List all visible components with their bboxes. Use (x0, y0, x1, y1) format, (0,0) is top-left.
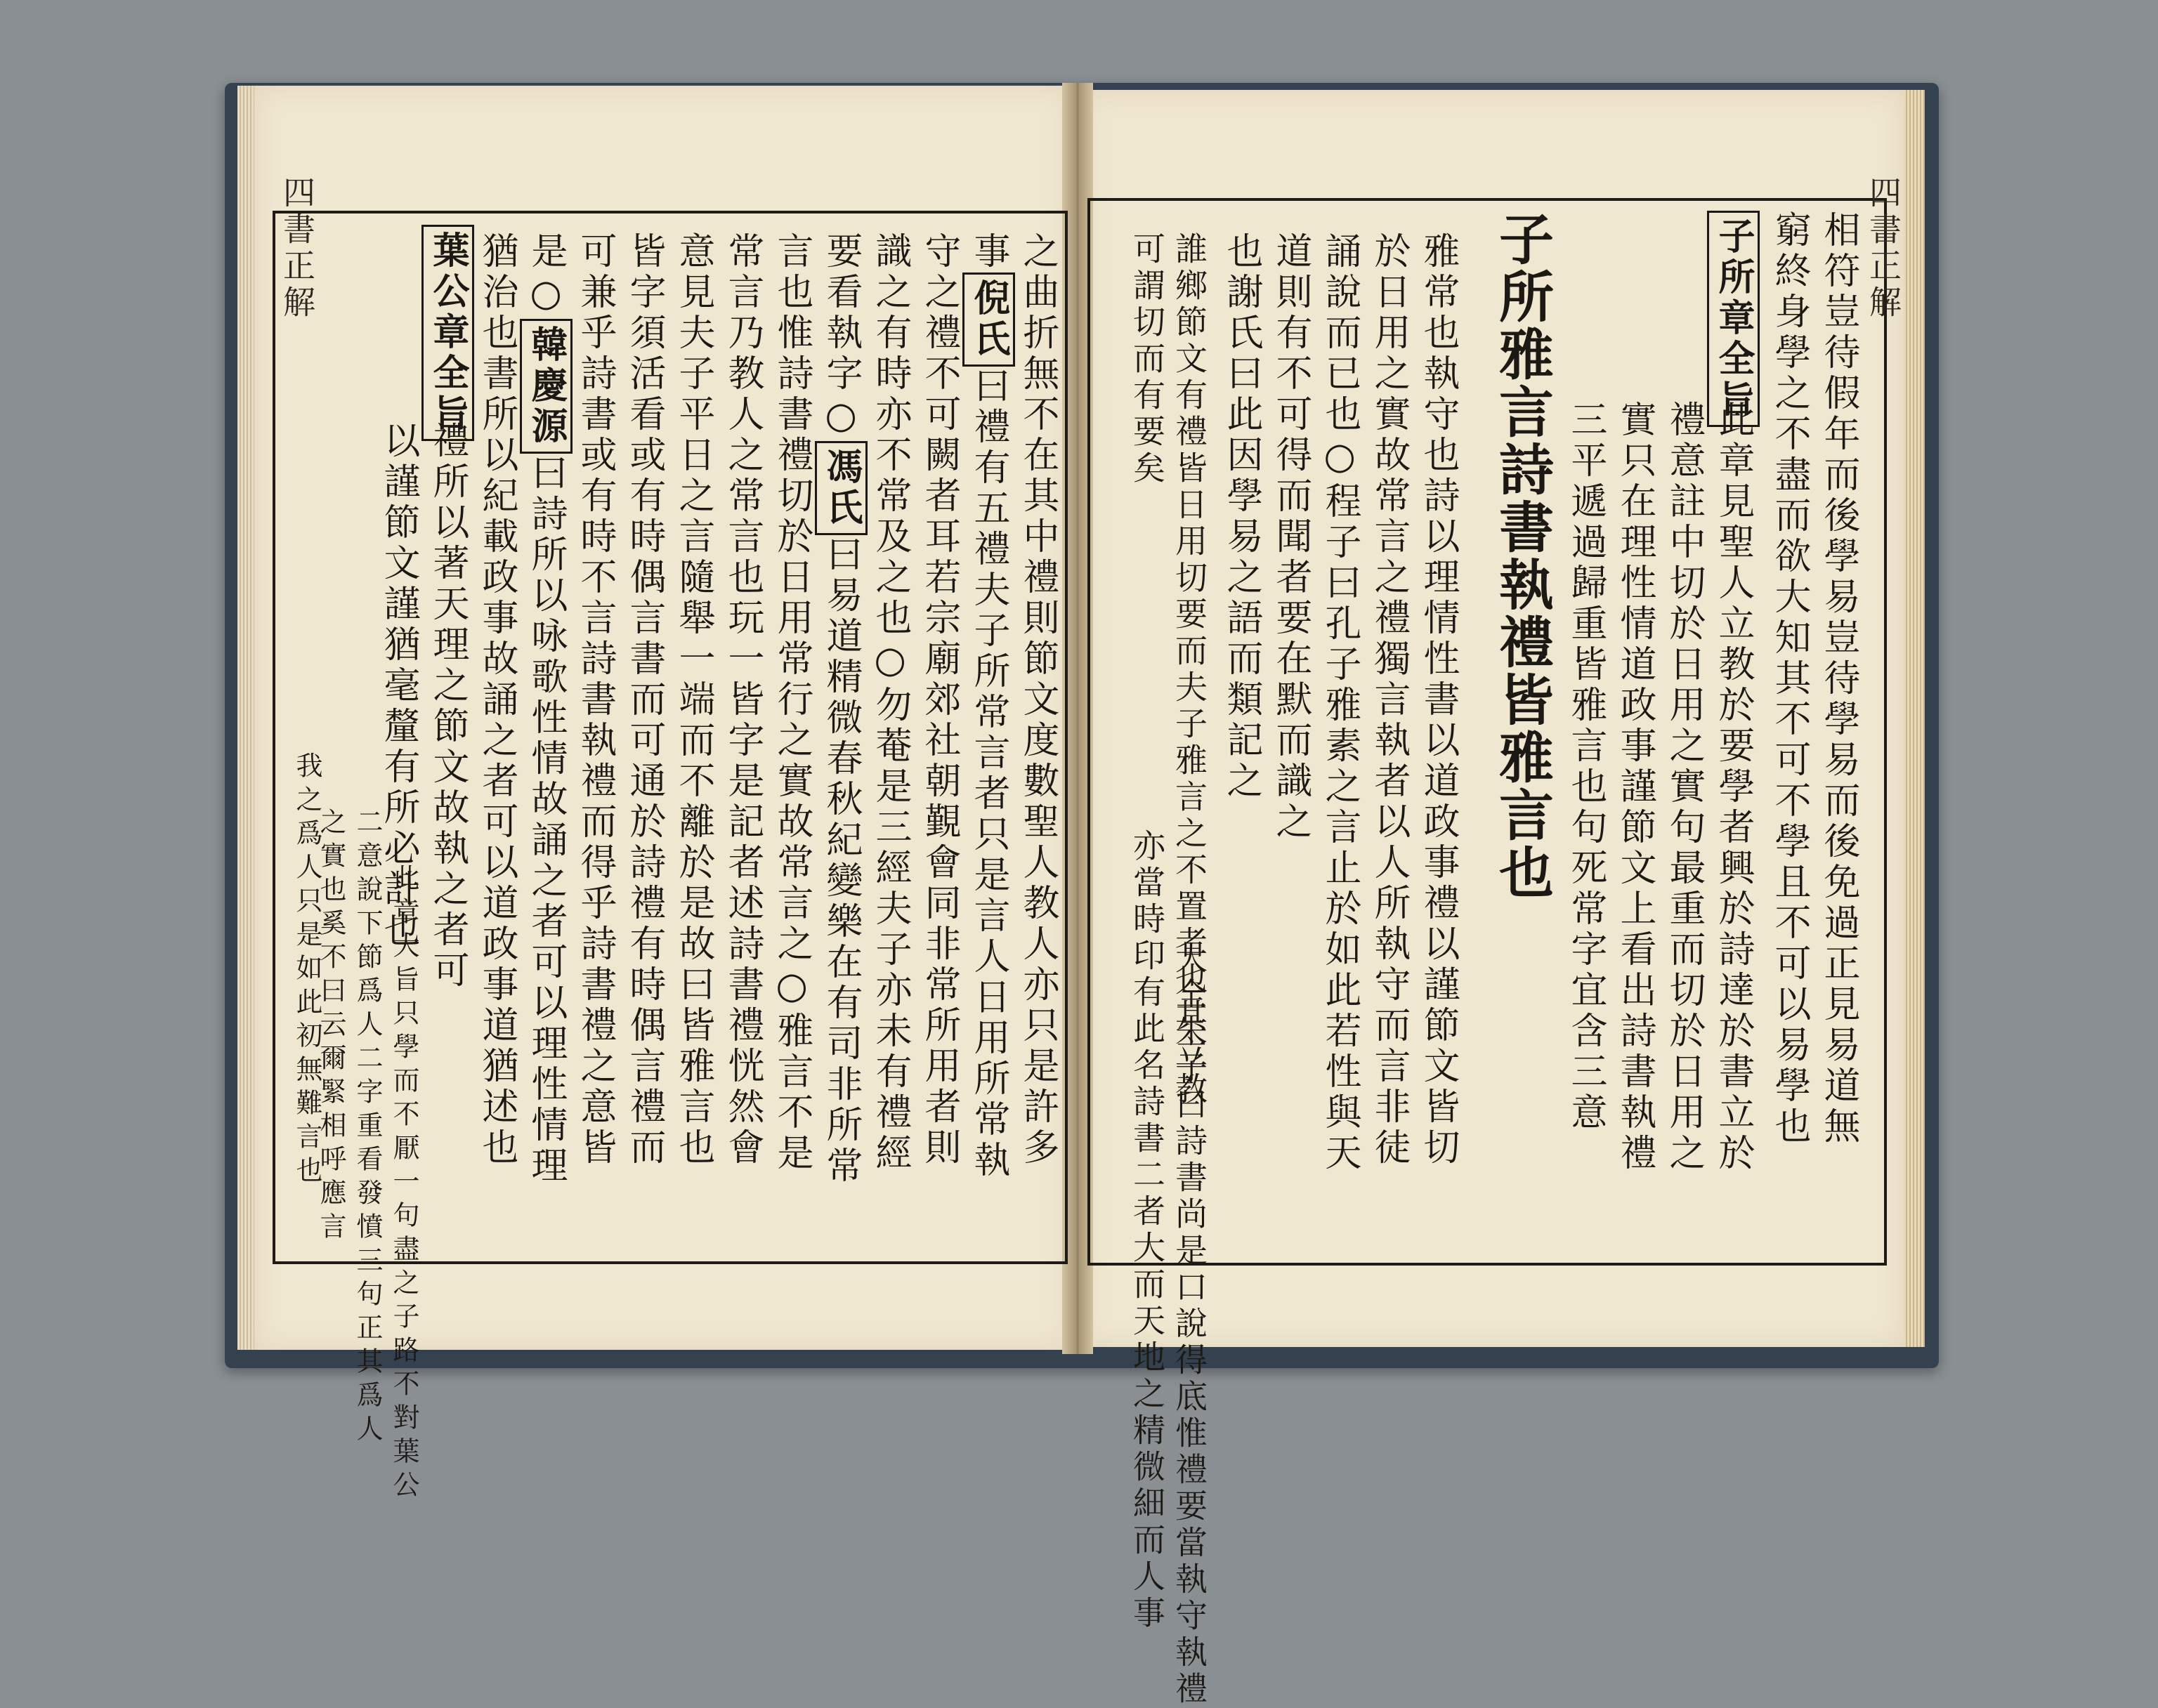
left-col-5-start: 要看執字○ (820, 232, 862, 441)
right-col-5: 實只在理性情道政事謹節文上看出詩書執禮 (1614, 400, 1656, 1174)
left-margin-header: 四書正解 (278, 176, 316, 322)
right-col-7: 雅常也執守也詩以理情性書以道政事禮以謹節文皆切 (1417, 232, 1459, 1169)
left-col-13: 禮所以著天理之節文故執之者可 (426, 421, 469, 992)
left-col-11 (520, 232, 573, 1187)
left-col-9: 皆字須活看或有時偶言書而可通於詩禮有時偶言禮而 (623, 232, 665, 1169)
left-col-2 (962, 232, 1015, 1181)
left-col-3: 守之禮不可闕者耳若宗廟郊社朝覲會同非常所用者則 (918, 232, 960, 1169)
right-col-14: 大全朱子曰詩書尚是口說得底惟禮要當執守執禮 (1170, 941, 1208, 1708)
left-col-1: 之曲折無不在其中禮則節文度數聖人教人亦只是許多 (1016, 232, 1059, 1169)
left-col-5 (815, 232, 868, 1187)
left-col-15: 此章大旨只學而不厭一句盡之子路不對葉公 (388, 864, 419, 1504)
left-col-18: 我之爲人只是如此初無難言也 (292, 751, 322, 1190)
chapter-tag-label: 子所章全旨 (1707, 211, 1760, 427)
left-col-10: 可兼乎詩書或有時不言詩書執禮而得乎詩書禮之意皆 (574, 232, 616, 1169)
right-col-6: 三平遞過歸重皆雅言也句死常字宜含三意 (1564, 400, 1607, 1134)
right-col-11: 也謝氏曰此因學易之語而類記之 (1220, 232, 1262, 802)
left-col-7: 常言乃教人之常言也玩一皆字是記者述詩書禮恍然會 (721, 232, 764, 1169)
left-col-11-tag: 韓慶源 (520, 319, 573, 454)
right-col-8: 於日用之實故常言之禮獨言執者以人所執守而言非徒 (1368, 232, 1410, 1169)
left-col-5-rest: 曰易道精微春秋紀變樂在有司非所常 (820, 535, 862, 1187)
right-col-1: 相符豈待假年而後學易豈待學易而後免過正見易道無 (1817, 211, 1859, 1148)
right-chapter-tag (1707, 211, 1760, 427)
left-col-2-rest: 曰禮有五禮夫子所常言者只是言人日用所常執 (967, 367, 1009, 1181)
left-col-11-rest: 曰詩所以咏歌性情故誦之者可以理性情理 (525, 454, 567, 1187)
left-col-17: 之實也奚不曰云爾緊相呼應言 (315, 808, 346, 1246)
left-col-2-tag: 倪氏 (962, 272, 1015, 367)
right-col-4: 禮意註中切於日用之實句最重而切於日用之 (1663, 400, 1705, 1174)
right-col-2: 窮終身學之不盡而欲大知其不可不學且不可以易學也 (1768, 211, 1810, 1148)
right-col-15: 亦當時印有此名詩書二者大而天地之精微細而人事 (1128, 829, 1166, 1632)
right-col-3: 此章見聖人立教於要學者興於詩達於書立於 (1712, 400, 1754, 1174)
right-col-12: 誰鄉節文有禮皆日用切要而夫子雅言之不置者也其立教 (1170, 232, 1208, 1108)
left-col-4: 識之有時亦不常及之也○勿菴是三經夫子亦未有禮經 (869, 232, 911, 1174)
left-chapter-tag (421, 225, 474, 441)
left-col-8: 意見夫子平日之言隨舉一端而不離於是故曰皆雅言也 (672, 232, 714, 1169)
left-col-11-start: 是○ (525, 232, 567, 319)
right-heading: 子所雅言詩書執禮皆雅言也 (1490, 211, 1554, 902)
left-chapter-tag-label: 葉公章全旨 (421, 225, 474, 441)
left-col-2-start: 事 (967, 232, 1009, 272)
right-col-10: 道則有不可得而聞者要在默而識之 (1269, 232, 1312, 843)
right-margin-header: 四書正解 (1864, 176, 1902, 322)
right-col-13: 可謂切而有要矣 (1128, 232, 1166, 487)
left-col-5-tag: 馮氏 (815, 441, 868, 535)
left-col-16: 二意說下節爲人二字重看發憤三句正其爲人 (352, 808, 383, 1448)
left-col-14: 以謹節文謹猶毫釐有所必計也 (377, 421, 419, 951)
left-col-6: 言也惟詩書禮切於日用常行之實故常言之○雅言不是 (771, 232, 813, 1174)
right-col-9: 誦說而已也○程子曰孔子雅素之言止於如此若性與天 (1319, 232, 1361, 1174)
left-col-12: 猶治也書所以紀載政事故誦之者可以道政事道猶述也 (476, 232, 518, 1169)
